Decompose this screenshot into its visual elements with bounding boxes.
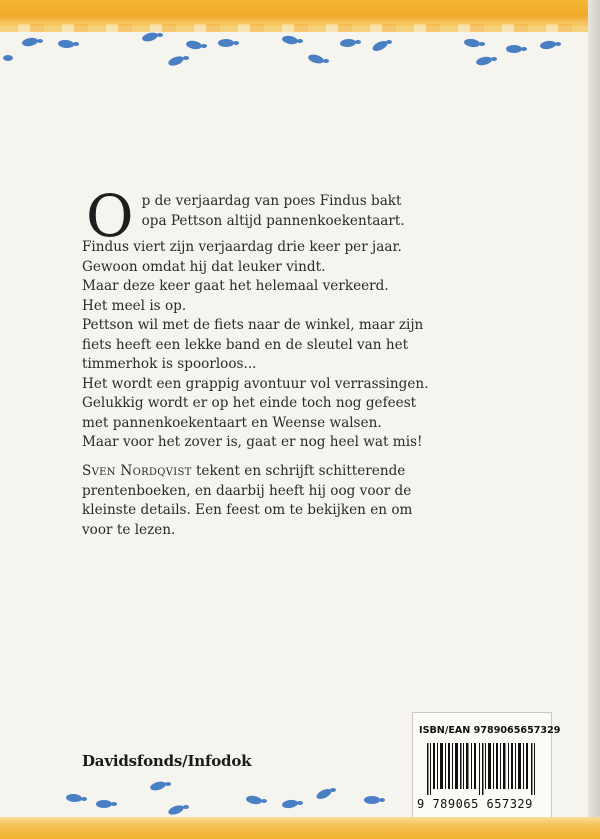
author-line: prentenboeken, en daarbij heeft hij oog voor de	[82, 482, 412, 499]
blurb-text	[82, 182, 502, 453]
dropcap: O	[86, 182, 134, 250]
author-line: voor te lezen.	[82, 521, 176, 538]
blurb-line: Gewoon omdat hij dat leuker vindt.	[82, 258, 326, 275]
blurb-line: Maar voor het zover is, gaat er nog heel wat mis!	[82, 434, 423, 450]
author-bio	[82, 462, 502, 540]
blurb-line: fiets heeft een lekke band en de sleutel van het	[82, 336, 409, 353]
blurb-line: Het meel is op.	[82, 297, 187, 314]
isbn-label: ISBN/EAN 9789065657329	[419, 725, 561, 736]
blurb-line: timmerhok is spoorloos...	[82, 356, 257, 372]
blurb-line: Findus viert zijn verjaardag drie keer per jaar.	[82, 239, 402, 255]
top-border	[0, 0, 600, 26]
blurb-line: met pannenkoekentaart en Weense walsen.	[82, 414, 382, 431]
blurb-line: Maar deze keer gaat het helemaal verkeerd.	[82, 278, 389, 294]
author-line	[82, 462, 502, 482]
blurb-line: opa Pettson altijd pannenkoekentaart.	[141, 212, 405, 229]
author-line: kleinste details. Een feest om te bekijken en om	[82, 502, 413, 518]
footprint-trail-icon	[0, 776, 600, 816]
footprint-trail-icon	[0, 28, 600, 68]
book-edge	[588, 0, 600, 839]
publisher-name: Davidsfonds/Infodok	[82, 752, 252, 770]
top-footprints	[0, 28, 600, 68]
blurb-line: p de verjaardag van poes Findus bakt	[141, 193, 402, 209]
bottom-footprints	[0, 776, 600, 816]
author-line-rest: tekent en schrijft schitterende	[191, 463, 406, 479]
blurb-line: Gelukkig wordt er op het einde toch nog gefeest	[82, 395, 417, 411]
bottom-border	[0, 817, 600, 839]
barcode-digits: 9 789065 657329	[417, 797, 533, 811]
blurb-line: Pettson wil met de fiets naar de winkel, maar zijn	[82, 317, 424, 333]
author-name: Sven Nordqvist	[82, 463, 192, 479]
blurb-line: Het wordt een grappig avontuur vol verrassingen.	[82, 375, 429, 392]
